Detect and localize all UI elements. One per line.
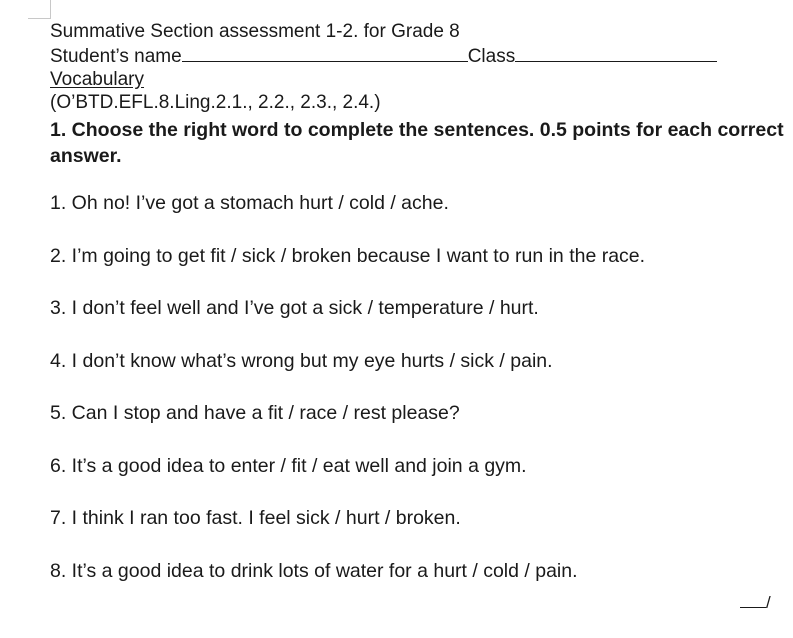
question-item: 6. It’s a good idea to enter / fit / eat well and join a gym.	[50, 454, 527, 477]
question-list	[50, 191, 790, 611]
assessment-title: Summative Section assessment 1-2. for Grade 8	[50, 21, 460, 42]
student-name-label: Student’s name	[50, 46, 182, 67]
standards-code: (O’BTD.EFL.8.Ling.2.1., 2.2., 2.3., 2.4.)	[50, 92, 381, 113]
student-name-blank[interactable]	[182, 44, 468, 62]
question-item: 5. Can I stop and have a fit / race / rest please?	[50, 402, 460, 424]
score-blank[interactable]	[740, 592, 766, 608]
score-separator: /	[766, 593, 771, 612]
assessment-sheet	[50, 20, 790, 611]
question-item: 1. Oh no! I’ve got a stomach hurt / cold / ache.	[50, 192, 449, 214]
class-blank[interactable]	[515, 44, 717, 62]
question-item: 4. I don’t know what’s wrong but my eye hurts / sick / pain.	[50, 349, 553, 372]
page-corner-mark	[28, 0, 51, 19]
question-item: 7. I think I ran too fast. I feel sick / hurt / broken.	[50, 507, 461, 529]
class-label: Class	[467, 46, 516, 67]
score-field	[740, 592, 771, 613]
task-instruction: 1. Choose the right word to complete the sentences. 0.5 points for each correct answer.	[50, 119, 784, 167]
question-item: 2. I’m going to get fit / sick / broken because I want to run in the race.	[50, 244, 646, 267]
section-heading: Vocabulary	[50, 69, 145, 90]
question-item: 3. I don’t feel well and I’ve got a sick / temperature / hurt.	[50, 297, 539, 319]
question-item: 8. It’s a good idea to drink lots of water for a hurt / cold / pain.	[50, 559, 578, 582]
student-info-line	[50, 44, 790, 69]
